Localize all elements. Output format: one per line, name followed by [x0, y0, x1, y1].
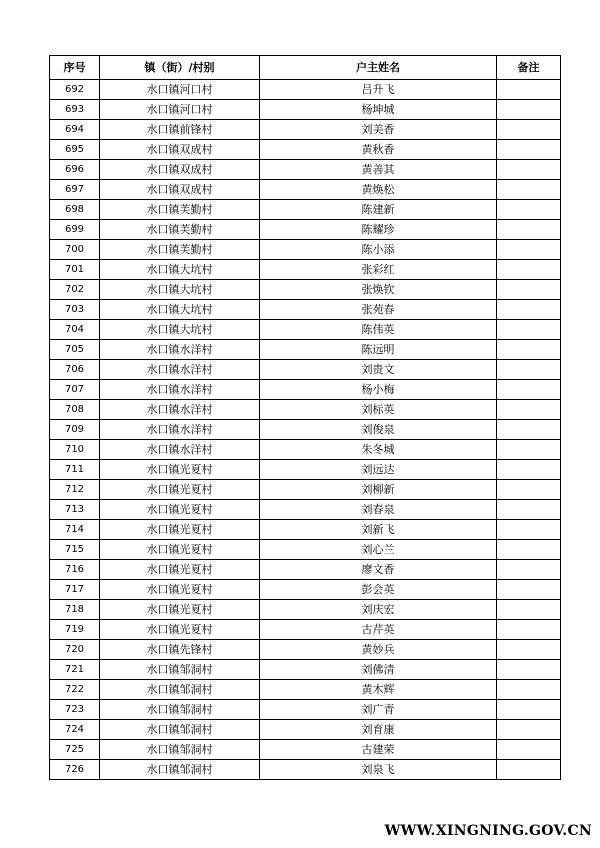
table-row: [50, 440, 561, 460]
cell-householder-name: 张苑春: [260, 300, 497, 320]
cell-householder-name: 黄秋香: [260, 140, 497, 160]
cell-serial: 694: [50, 120, 100, 140]
table-row: [50, 140, 561, 160]
household-table: [49, 55, 561, 780]
cell-serial: 696: [50, 160, 100, 180]
cell-remarks: [497, 400, 561, 420]
cell-householder-name: 黄妙兵: [260, 640, 497, 660]
cell-town-village: 水口镇邹洞村: [100, 700, 260, 720]
cell-remarks: [497, 620, 561, 640]
table-row: [50, 80, 561, 100]
cell-serial: 700: [50, 240, 100, 260]
cell-town-village: 水口镇河口村: [100, 80, 260, 100]
cell-remarks: [497, 480, 561, 500]
cell-town-village: 水口镇芙勤村: [100, 240, 260, 260]
cell-householder-name: 刘俊泉: [260, 420, 497, 440]
cell-householder-name: 刘贵文: [260, 360, 497, 380]
cell-serial: 717: [50, 580, 100, 600]
cell-remarks: [497, 420, 561, 440]
cell-remarks: [497, 720, 561, 740]
header-serial: 序号: [50, 56, 100, 80]
cell-remarks: [497, 760, 561, 780]
cell-householder-name: 古建荣: [260, 740, 497, 760]
cell-serial: 710: [50, 440, 100, 460]
cell-remarks: [497, 440, 561, 460]
cell-serial: 714: [50, 520, 100, 540]
cell-town-village: 水口镇水洋村: [100, 360, 260, 380]
cell-serial: 722: [50, 680, 100, 700]
cell-town-village: 水口镇光夏村: [100, 500, 260, 520]
cell-serial: 699: [50, 220, 100, 240]
cell-town-village: 水口镇光夏村: [100, 600, 260, 620]
cell-remarks: [497, 260, 561, 280]
cell-remarks: [497, 220, 561, 240]
cell-town-village: 水口镇河口村: [100, 100, 260, 120]
cell-serial: 692: [50, 80, 100, 100]
cell-householder-name: 刘泉飞: [260, 760, 497, 780]
table-row: [50, 300, 561, 320]
table-row: [50, 740, 561, 760]
cell-town-village: 水口镇光夏村: [100, 620, 260, 640]
cell-serial: 702: [50, 280, 100, 300]
table-row: [50, 260, 561, 280]
cell-town-village: 水口镇光夏村: [100, 460, 260, 480]
cell-remarks: [497, 340, 561, 360]
cell-town-village: 水口镇光夏村: [100, 560, 260, 580]
table-row: [50, 680, 561, 700]
cell-town-village: 水口镇双成村: [100, 160, 260, 180]
cell-remarks: [497, 660, 561, 680]
cell-serial: 708: [50, 400, 100, 420]
cell-serial: 726: [50, 760, 100, 780]
cell-remarks: [497, 600, 561, 620]
cell-town-village: 水口镇光夏村: [100, 480, 260, 500]
cell-remarks: [497, 160, 561, 180]
cell-householder-name: 陈伟英: [260, 320, 497, 340]
table-row: [50, 420, 561, 440]
cell-remarks: [497, 100, 561, 120]
cell-householder-name: 刘心兰: [260, 540, 497, 560]
cell-remarks: [497, 500, 561, 520]
header-town-village: 镇（街）/村别: [100, 56, 260, 80]
cell-householder-name: 陈耀珍: [260, 220, 497, 240]
cell-serial: 713: [50, 500, 100, 520]
cell-serial: 718: [50, 600, 100, 620]
cell-serial: 712: [50, 480, 100, 500]
cell-householder-name: 刘庆宏: [260, 600, 497, 620]
table-row: [50, 580, 561, 600]
table-row: [50, 460, 561, 480]
cell-remarks: [497, 140, 561, 160]
cell-town-village: 水口镇水洋村: [100, 440, 260, 460]
cell-town-village: 水口镇邹洞村: [100, 660, 260, 680]
cell-town-village: 水口镇邹洞村: [100, 720, 260, 740]
cell-serial: 707: [50, 380, 100, 400]
cell-town-village: 水口镇大坑村: [100, 260, 260, 280]
table-row: [50, 540, 561, 560]
cell-remarks: [497, 360, 561, 380]
cell-householder-name: 刘美香: [260, 120, 497, 140]
site-watermark: WWW.XINGNING.GOV.CN: [384, 823, 592, 839]
cell-town-village: 水口镇大坑村: [100, 280, 260, 300]
table-row: [50, 400, 561, 420]
table-row: [50, 160, 561, 180]
cell-serial: 725: [50, 740, 100, 760]
table-row: [50, 620, 561, 640]
table-row: [50, 660, 561, 680]
cell-town-village: 水口镇先锋村: [100, 640, 260, 660]
cell-householder-name: 杨坤城: [260, 100, 497, 120]
cell-remarks: [497, 680, 561, 700]
cell-remarks: [497, 580, 561, 600]
cell-remarks: [497, 120, 561, 140]
cell-town-village: 水口镇光夏村: [100, 580, 260, 600]
cell-town-village: 水口镇水洋村: [100, 420, 260, 440]
cell-remarks: [497, 520, 561, 540]
table-row: [50, 700, 561, 720]
table-row: [50, 120, 561, 140]
table-row: [50, 200, 561, 220]
cell-town-village: 水口镇芙勤村: [100, 220, 260, 240]
cell-serial: 706: [50, 360, 100, 380]
table-row: [50, 500, 561, 520]
cell-town-village: 水口镇双成村: [100, 140, 260, 160]
cell-serial: 721: [50, 660, 100, 680]
cell-serial: 715: [50, 540, 100, 560]
cell-householder-name: 杨小梅: [260, 380, 497, 400]
cell-remarks: [497, 240, 561, 260]
cell-householder-name: 刘春泉: [260, 500, 497, 520]
cell-householder-name: 刘佛清: [260, 660, 497, 680]
cell-town-village: 水口镇大坑村: [100, 300, 260, 320]
cell-serial: 704: [50, 320, 100, 340]
table-row: [50, 320, 561, 340]
table-row: [50, 360, 561, 380]
cell-householder-name: 吕升飞: [260, 80, 497, 100]
table-header-row: [50, 56, 561, 80]
table-row: [50, 100, 561, 120]
cell-remarks: [497, 380, 561, 400]
cell-householder-name: 黄善其: [260, 160, 497, 180]
table-row: [50, 720, 561, 740]
cell-remarks: [497, 700, 561, 720]
cell-householder-name: 刘育康: [260, 720, 497, 740]
header-householder-name: 户主姓名: [260, 56, 497, 80]
cell-remarks: [497, 200, 561, 220]
cell-remarks: [497, 280, 561, 300]
cell-serial: 695: [50, 140, 100, 160]
cell-remarks: [497, 540, 561, 560]
cell-householder-name: 彭会英: [260, 580, 497, 600]
cell-remarks: [497, 640, 561, 660]
cell-householder-name: 张焕钦: [260, 280, 497, 300]
cell-remarks: [497, 300, 561, 320]
cell-serial: 693: [50, 100, 100, 120]
cell-householder-name: 刘柳新: [260, 480, 497, 500]
cell-serial: 697: [50, 180, 100, 200]
cell-householder-name: 黄焕松: [260, 180, 497, 200]
cell-serial: 724: [50, 720, 100, 740]
cell-town-village: 水口镇双成村: [100, 180, 260, 200]
cell-town-village: 水口镇水洋村: [100, 340, 260, 360]
cell-householder-name: 廖文香: [260, 560, 497, 580]
cell-householder-name: 张彩红: [260, 260, 497, 280]
cell-serial: 701: [50, 260, 100, 280]
cell-town-village: 水口镇邹洞村: [100, 680, 260, 700]
cell-town-village: 水口镇光夏村: [100, 520, 260, 540]
table-row: [50, 340, 561, 360]
cell-serial: 720: [50, 640, 100, 660]
cell-town-village: 水口镇大坑村: [100, 320, 260, 340]
cell-remarks: [497, 560, 561, 580]
header-remarks: 备注: [497, 56, 561, 80]
cell-serial: 723: [50, 700, 100, 720]
cell-householder-name: 陈建新: [260, 200, 497, 220]
cell-householder-name: 陈小添: [260, 240, 497, 260]
cell-householder-name: 黄木辉: [260, 680, 497, 700]
table-row: [50, 280, 561, 300]
table-row: [50, 640, 561, 660]
table-row: [50, 600, 561, 620]
cell-town-village: 水口镇水洋村: [100, 400, 260, 420]
cell-householder-name: 古芹英: [260, 620, 497, 640]
cell-householder-name: 刘广青: [260, 700, 497, 720]
cell-householder-name: 刘标英: [260, 400, 497, 420]
cell-serial: 716: [50, 560, 100, 580]
table-row: [50, 220, 561, 240]
cell-remarks: [497, 460, 561, 480]
cell-serial: 705: [50, 340, 100, 360]
table-row: [50, 520, 561, 540]
cell-serial: 709: [50, 420, 100, 440]
cell-remarks: [497, 320, 561, 340]
table-row: [50, 180, 561, 200]
cell-householder-name: 刘远达: [260, 460, 497, 480]
cell-householder-name: 朱冬城: [260, 440, 497, 460]
cell-town-village: 水口镇邹洞村: [100, 760, 260, 780]
cell-serial: 703: [50, 300, 100, 320]
table-row: [50, 380, 561, 400]
table-row: [50, 480, 561, 500]
cell-town-village: 水口镇水洋村: [100, 380, 260, 400]
cell-town-village: 水口镇芙勤村: [100, 200, 260, 220]
cell-serial: 698: [50, 200, 100, 220]
cell-remarks: [497, 180, 561, 200]
table-row: [50, 240, 561, 260]
cell-remarks: [497, 740, 561, 760]
cell-town-village: 水口镇光夏村: [100, 540, 260, 560]
table-body: [50, 80, 561, 780]
cell-town-village: 水口镇前锋村: [100, 120, 260, 140]
cell-serial: 711: [50, 460, 100, 480]
table-row: [50, 560, 561, 580]
cell-serial: 719: [50, 620, 100, 640]
cell-town-village: 水口镇邹洞村: [100, 740, 260, 760]
table-row: [50, 760, 561, 780]
cell-householder-name: 刘新飞: [260, 520, 497, 540]
cell-householder-name: 陈远明: [260, 340, 497, 360]
cell-remarks: [497, 80, 561, 100]
